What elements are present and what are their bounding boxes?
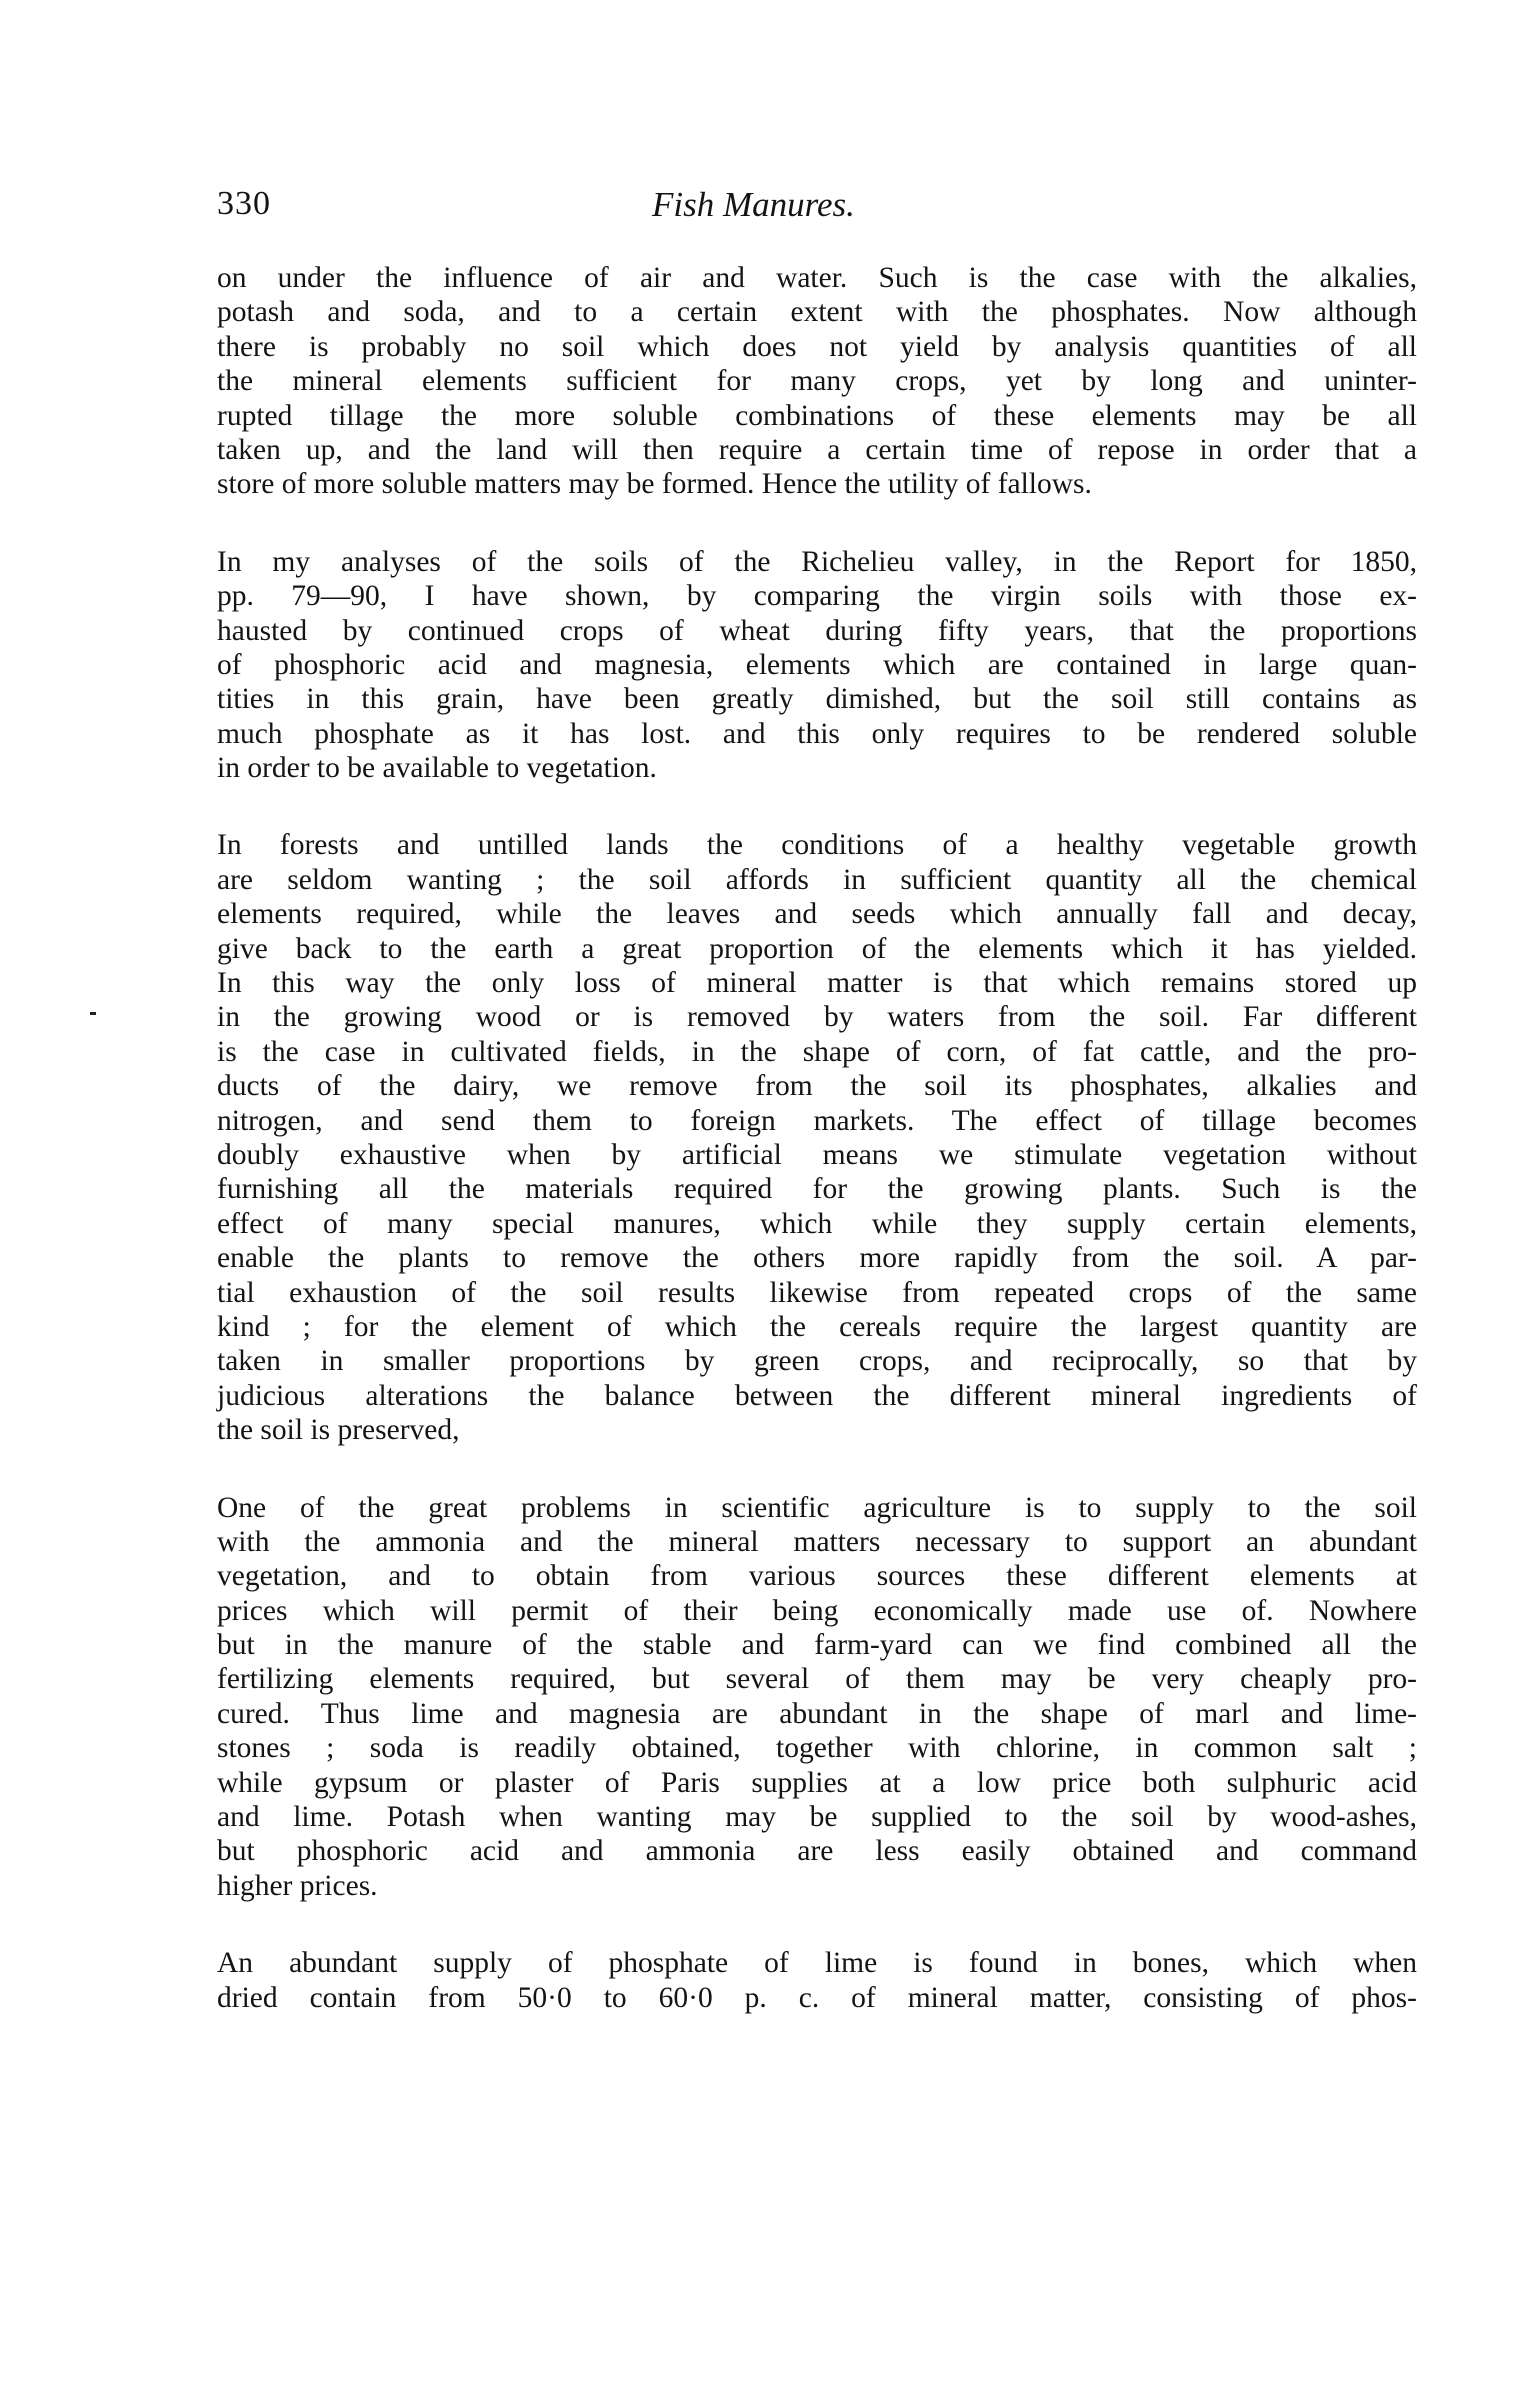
text-line: the soil is preserved, (217, 1414, 460, 1447)
text-line: with the ammonia and the mineral matters necessary to support an abundant (217, 1525, 1417, 1558)
text-line: the mineral elements sufficient for many crops, yet by long and uninter- (217, 365, 1417, 398)
text-line: dried contain from 50·0 to 60·0 p. c. of mineral matter, consisting of phos- (217, 1981, 1417, 2014)
text-line: while gypsum or plaster of Paris supplies at a low price both sulphuric acid (217, 1766, 1417, 1799)
text-line: but phosphoric acid and ammonia are less easily obtained and command (217, 1835, 1417, 1868)
text-line: enable the plants to remove the others more rapidly from the soil. A par- (217, 1242, 1417, 1275)
running-head (217, 185, 1417, 225)
text-line: One of the great problems in scientific agriculture is to supply to the soil (217, 1491, 1417, 1524)
text-line: stones ; soda is readily obtained, together with chlorine, in common salt ; (217, 1732, 1417, 1765)
text-line: give back to the earth a great proportion of the elements which it has yielded. (217, 932, 1417, 965)
text-line: on under the influence of air and water. Such is the case with the alkalies, (217, 262, 1417, 294)
text-line: in order to be available to vegetation. (217, 752, 657, 785)
text-line: effect of many special manures, which while they supply certain elements, (217, 1207, 1417, 1240)
text-line: ducts of the dairy, we remove from the soil its phosphates, alkalies and (217, 1070, 1417, 1103)
text-line: taken up, and the land will then require a certain time of repose in order that a (217, 433, 1417, 466)
text-line: judicious alterations the balance between the different mineral ingredients of (217, 1379, 1417, 1412)
text-line: furnishing all the materials required for the growing plants. Such is the (217, 1173, 1417, 1206)
text-line: of phosphoric acid and magnesia, elements which are contained in large quan- (217, 648, 1417, 681)
text-line: there is probably no soil which does not yield by analysis quantities of all (217, 330, 1417, 363)
paragraph (217, 1946, 1417, 2015)
text-line: nitrogen, and send them to foreign markets. The effect of tillage becomes (217, 1104, 1417, 1137)
text-line: hausted by continued crops of wheat during fifty years, that the proportions (217, 614, 1417, 647)
text-line: cured. Thus lime and magnesia are abundant in the shape of marl and lime- (217, 1697, 1417, 1730)
text-line: kind ; for the element of which the cereals require the largest quantity are (217, 1310, 1417, 1343)
paragraph (217, 261, 1417, 502)
text-line: tities in this grain, have been greatly dimished, but the soil still contains as (217, 683, 1417, 716)
text-line: but in the manure of the stable and farm-yard can we find combined all the (217, 1629, 1417, 1662)
text-line: are seldom wanting ; the soil affords in sufficient quantity all the chemical (217, 863, 1417, 896)
page-number: 330 (217, 185, 271, 222)
paragraph (217, 828, 1417, 1447)
text-line: much phosphate as it has lost. and this only requires to be rendered soluble (217, 717, 1417, 750)
text-line: In my analyses of the soils of the Richelieu valley, in the Report for 1850, (217, 545, 1417, 578)
text-line: store of more soluble matters may be formed. Hence the utility of fallows. (217, 468, 1092, 501)
text-line: prices which will permit of their being economically made use of. Nowhere (217, 1594, 1417, 1627)
margin-mark (90, 1012, 96, 1015)
running-title: Fish Manures. (652, 185, 855, 224)
text-line: In this way the only loss of mineral matter is that which remains stored up (217, 967, 1417, 1000)
text-line: taken in smaller proportions by green crops, and reciprocally, so that by (217, 1345, 1417, 1378)
text-line: elements required, while the leaves and seeds which annually fall and decay, (217, 898, 1417, 931)
text-line: tial exhaustion of the soil results likewise from repeated crops of the same (217, 1276, 1417, 1309)
text-line: vegetation, and to obtain from various sources these different elements at (217, 1560, 1417, 1593)
text-line: An abundant supply of phosphate of lime is found in bones, which when (217, 1947, 1417, 1980)
text-line: doubly exhaustive when by artificial means we stimulate vegetation without (217, 1138, 1417, 1171)
text-line: higher prices. (217, 1869, 378, 1902)
paragraph (217, 545, 1417, 786)
book-page (217, 185, 1417, 2058)
text-line: rupted tillage the more soluble combinations of these elements may be all (217, 399, 1417, 432)
text-line: and lime. Potash when wanting may be supplied to the soil by wood-ashes, (217, 1801, 1417, 1834)
paragraph (217, 1491, 1417, 1904)
body-text (217, 261, 1417, 2015)
text-line: fertilizing elements required, but several of them may be very cheaply pro- (217, 1663, 1417, 1696)
text-line: In forests and untilled lands the conditions of a healthy vegetable growth (217, 829, 1417, 862)
text-line: pp. 79—90, I have shown, by comparing the virgin soils with those ex- (217, 580, 1417, 613)
text-line: potash and soda, and to a certain extent with the phosphates. Now although (217, 296, 1417, 329)
text-line: is the case in cultivated fields, in the shape of corn, of fat cattle, and the pro- (217, 1035, 1417, 1068)
text-line: in the growing wood or is removed by waters from the soil. Far different (217, 1001, 1417, 1034)
